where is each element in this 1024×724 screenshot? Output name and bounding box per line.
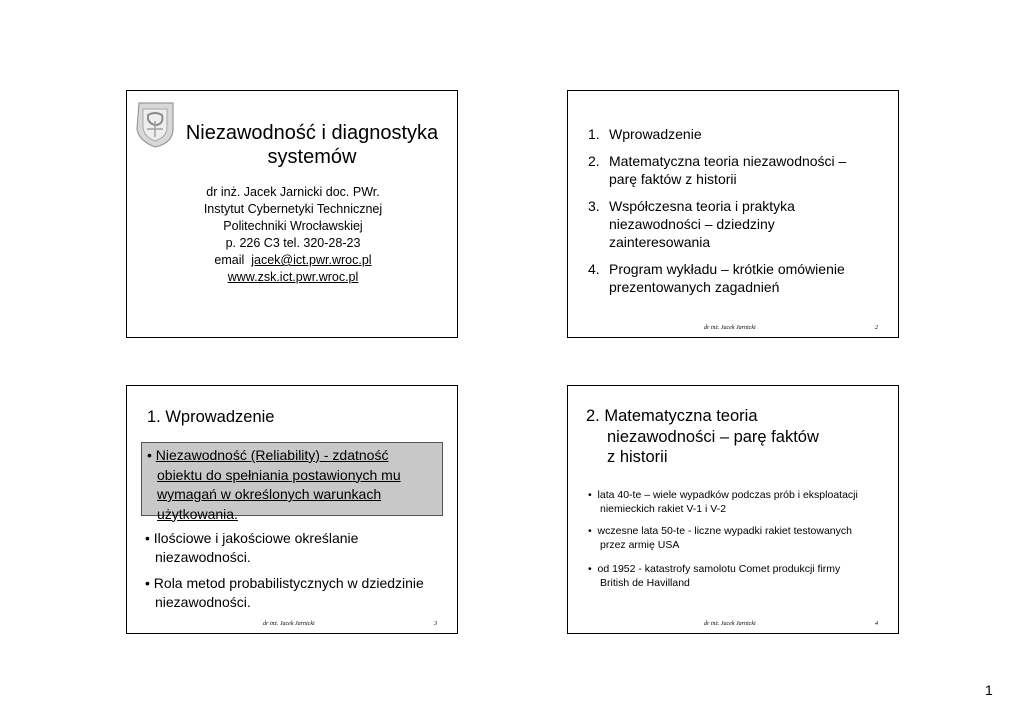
definition-box: • Niezawodność (Reliability) - zdatność obiektu do spełniania postawionych mu wymagań w określonych warunkach użytkowania. bbox=[141, 442, 443, 516]
list-item: 4. Program wykładu – krótkie omówienie prezentowanych zagadnień bbox=[588, 261, 845, 295]
definition-line: Niezawodność (Reliability) - zdatność bbox=[155, 447, 389, 463]
list-item: 3. Współczesna teoria i praktyka niezawodności – dziedziny zainteresowania bbox=[588, 198, 795, 250]
author-line: Politechniki Wrocławskiej bbox=[223, 219, 363, 233]
definition-line: wymagań w określonych warunkach bbox=[157, 486, 382, 502]
slide-agenda bbox=[567, 90, 899, 338]
bullet-item: • Rola metod probabilistycznych w dziedzinie niezawodności. bbox=[145, 575, 424, 610]
list-item: 2. Matematyczna teoria niezawodności – parę faktów z historii bbox=[588, 153, 847, 187]
definition-line: obiektu do spełniania postawionych mu bbox=[157, 466, 401, 483]
slide-introduction bbox=[126, 385, 458, 634]
page-number: 1 bbox=[985, 682, 993, 698]
bullet-item: • lata 40-te – wiele wypadków podczas prób i eksploatacji niemieckich rakiet V-1 i V-2 bbox=[588, 489, 858, 515]
author-line: p. 226 C3 tel. 320-28-23 bbox=[225, 236, 361, 250]
list-item: 1. Wprowadzenie bbox=[588, 126, 702, 142]
slide-number: 3 bbox=[434, 621, 437, 627]
website-link[interactable]: www.zsk.ict.pwr.wroc.pl bbox=[227, 270, 359, 284]
author-line: Instytut Cybernetyki Technicznej bbox=[203, 202, 383, 216]
item-number: 3. bbox=[588, 198, 600, 214]
definition-line: użytkowania. bbox=[157, 505, 238, 522]
bullet-item: • wczesne lata 50-te - liczne wypadki rakiet testowanych przez armię USA bbox=[588, 525, 852, 551]
slide-history bbox=[567, 385, 899, 634]
item-number: 4. bbox=[588, 261, 600, 277]
item-number: 1. bbox=[588, 126, 600, 142]
item-number: 2. bbox=[588, 153, 600, 169]
bullet-item: • od 1952 - katastrofy samolotu Comet produkcji firmy British de Havilland bbox=[588, 563, 841, 589]
slide-number: 2 bbox=[875, 325, 878, 331]
bullet-item: • Ilościowe i jakościowe określanie niezawodności. bbox=[145, 530, 359, 565]
slide-heading: 2. Matematyczna teoria niezawodności – parę faktów z historii bbox=[586, 407, 819, 466]
slide-heading: 1. Wprowadzenie bbox=[147, 408, 275, 426]
slide-title bbox=[126, 90, 458, 338]
email-link[interactable]: jacek@ict.pwr.wroc.pl bbox=[251, 253, 372, 267]
presentation-title: Niezawodność i diagnostyka systemów bbox=[185, 122, 439, 168]
author-line: dr inż. Jacek Jarnicki doc. PWr. bbox=[206, 185, 380, 199]
email-label: email bbox=[214, 253, 252, 267]
author-info bbox=[127, 184, 459, 286]
slide-footer-author: dr inż. Jacek Jarnicki bbox=[704, 325, 756, 331]
slide-number: 4 bbox=[875, 621, 878, 627]
agenda-list bbox=[588, 125, 888, 305]
slide-footer-author: dr inż. Jacek Jarnicki bbox=[704, 621, 756, 627]
slide-footer-author: dr inż. Jacek Jarnicki bbox=[263, 621, 315, 627]
